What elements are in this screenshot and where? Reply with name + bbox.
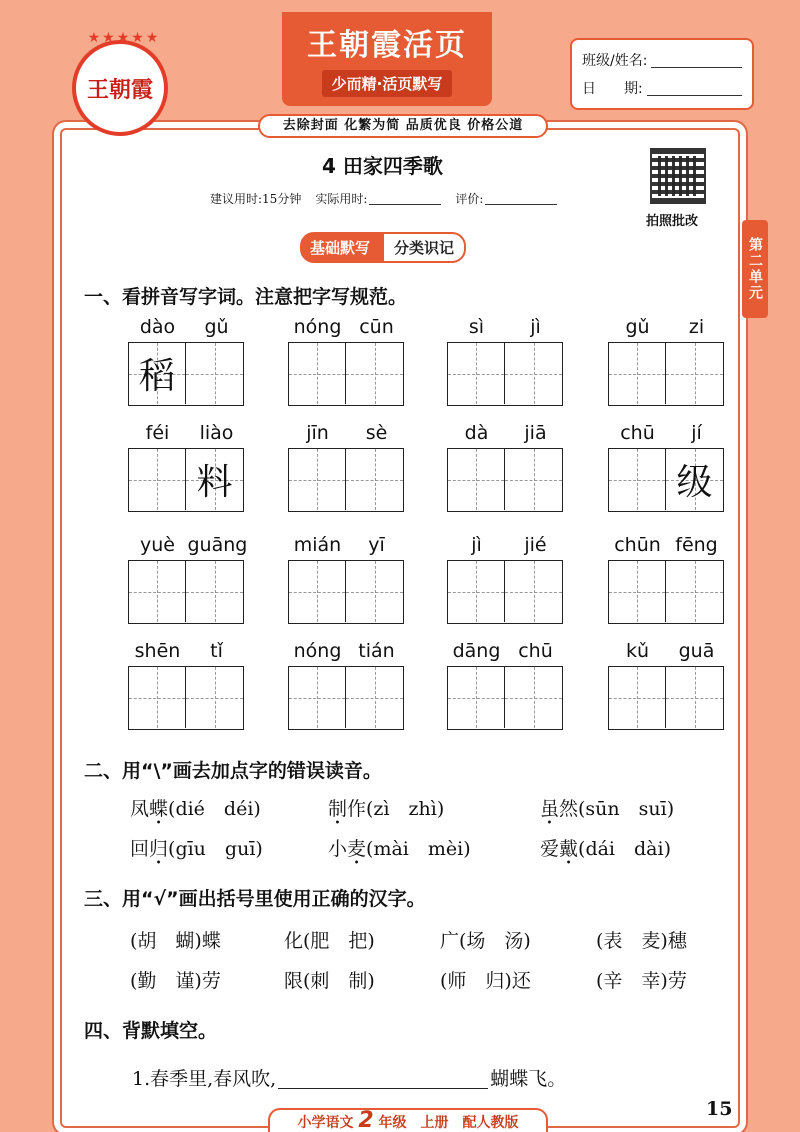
character-choice[interactable]: (辛 幸)劳 [596,970,687,992]
pinyin-word [288,640,406,730]
recite-blank-1[interactable] [278,1071,488,1089]
pinyin-syllable: sì [468,316,485,338]
section2-title: 二、用“\”画去加点字的错误读音。 [84,760,382,782]
tian-grid [288,666,404,730]
recite-line-1-pre: 1.春季里,春风吹, [132,1068,277,1090]
writing-cell[interactable] [448,449,505,510]
writing-cell[interactable] [346,561,403,622]
pinyin-word [288,534,406,624]
pinyin-row [288,534,406,560]
footer-edition: 年级 上册 配人教版 [378,1115,519,1131]
writing-cell[interactable] [609,449,666,510]
pinyin-syllable: jì [530,316,541,338]
writing-cell[interactable] [666,449,723,510]
reading-text[interactable]: (dié déi) [168,798,261,820]
tian-grid [128,666,244,730]
pinyin-word [447,422,565,512]
pinyin-syllable: chū [620,422,655,444]
writing-cell[interactable] [505,343,562,404]
pinyin-syllable: mián [293,534,342,556]
reading-item [540,794,674,821]
reading-item [130,834,263,861]
pinyin-syllable: tǐ [210,640,223,662]
writing-cell[interactable] [129,667,186,728]
writing-cell[interactable] [448,667,505,728]
pinyin-row [288,422,406,448]
pinyin-word [128,534,246,624]
pinyin-word [128,316,246,406]
pinyin-syllable: jiā [524,422,547,444]
writing-cell[interactable] [505,449,562,510]
dotted-char: 麦 [347,838,367,860]
name-field[interactable] [651,52,742,68]
pinyin-word [128,422,246,512]
writing-cell[interactable] [609,561,666,622]
reading-item [130,794,261,821]
reading-text[interactable]: 作(zì zhì) [347,798,445,820]
pinyin-syllable: sè [365,422,388,444]
pinyin-word [608,640,726,730]
pinyin-row [128,422,246,448]
dotted-char: 虽 [540,798,560,820]
title-banner [282,12,492,106]
character-choice[interactable]: 化(肥 把) [284,930,375,952]
writing-cell[interactable] [346,449,403,510]
reading-text[interactable]: 然(sūn suī) [559,798,675,820]
tag-classify: 分类识记 [382,232,466,263]
writing-cell[interactable] [186,561,243,622]
reading-item [540,834,671,861]
slogan-bar: 去除封面 化繁为简 品质优良 价格公道 [258,114,548,138]
writing-cell[interactable] [186,449,243,510]
pinyin-word [447,316,565,406]
recite-line-1-post: 蝴蝶飞。 [490,1068,567,1090]
name-label: 班级/姓名: [582,53,648,69]
pinyin-syllable: yī [368,534,385,556]
pinyin-word [447,534,565,624]
pinyin-syllable: fēng [675,534,718,556]
pinyin-row [128,316,246,342]
pinyin-syllable: jì [471,534,482,556]
pinyin-syllable: gǔ [204,316,229,338]
rating-label: 评价: [455,192,484,206]
tian-grid [128,448,244,512]
writing-cell[interactable] [289,343,346,404]
timing-row [210,190,571,207]
pinyin-syllable: chū [518,640,553,662]
writing-cell[interactable] [129,561,186,622]
pinyin-word [447,640,565,730]
writing-cell[interactable] [666,667,723,728]
character-choice[interactable]: (勤 谨)劳 [130,970,221,992]
pinyin-row [128,534,246,560]
lesson-title: 4 田家四季歌 [322,154,443,178]
tian-grid [608,342,724,406]
written-char: 稻 [138,356,175,397]
pinyin-syllable: zi [688,316,705,338]
brand-name: 王朝霞 [86,76,153,103]
tian-grid [608,448,724,512]
footer-grade: 2 [358,1108,374,1132]
tian-grid [447,342,563,406]
character-choice[interactable]: (胡 蝴)蝶 [130,930,221,952]
writing-cell[interactable] [448,343,505,404]
writing-cell[interactable] [448,561,505,622]
reading-text[interactable]: (gīu guī) [168,838,263,860]
tian-grid [608,560,724,624]
reading-text: 爱 [540,838,560,860]
tian-grid [128,560,244,624]
pinyin-syllable: kǔ [625,640,650,662]
character-choice[interactable]: (表 麦)穗 [596,930,687,952]
section-tags [300,232,466,263]
pinyin-syllable: dà [464,422,489,444]
reading-item [328,794,444,821]
qr-label: 拍照批改 [646,214,699,229]
reading-text: 凤 [130,798,150,820]
tian-grid [447,560,563,624]
writing-cell[interactable] [346,343,403,404]
qr-code-icon[interactable] [650,148,706,204]
written-char: 料 [196,462,233,503]
pinyin-row [608,316,726,342]
stars-icon: ★★★★★ [87,30,161,46]
dotted-char: 蝶 [149,798,169,820]
pinyin-syllable: nóng [293,316,342,338]
pinyin-word [128,640,246,730]
pinyin-syllable: guāng [187,534,248,556]
written-char: 级 [676,462,713,503]
writing-cell[interactable] [505,561,562,622]
pinyin-word [608,316,726,406]
pinyin-syllable: nóng [293,640,342,662]
pinyin-syllable: guā [678,640,715,662]
date-field[interactable] [647,80,742,96]
pinyin-syllable: shēn [134,640,181,662]
pinyin-row [608,640,726,666]
pinyin-syllable: cūn [359,316,394,338]
writing-cell[interactable] [129,343,186,404]
pinyin-row [608,422,726,448]
reading-item [328,834,471,861]
pinyin-row [447,422,565,448]
actual-time-field[interactable] [369,193,441,205]
writing-cell[interactable] [609,667,666,728]
pinyin-word [608,422,726,512]
writing-cell[interactable] [666,343,723,404]
banner-subtitle: 少而精·活页默写 [322,70,453,97]
pinyin-row [608,534,726,560]
pinyin-word [608,534,726,624]
tian-grid [288,448,404,512]
pinyin-syllable: jí [691,422,702,444]
pinyin-syllable: jīn [306,422,329,444]
tian-grid [447,666,563,730]
tag-basic: 基础默写 [300,232,382,263]
reading-text[interactable]: (dái dài) [578,838,671,860]
writing-cell[interactable] [186,343,243,404]
section1-title: 一、看拼音写字词。注意把字写规范。 [84,286,408,308]
pinyin-row [447,534,565,560]
reading-text: 回 [130,838,150,860]
pinyin-word [288,316,406,406]
dotted-char: 制 [328,798,348,820]
pinyin-syllable: chūn [614,534,661,556]
tian-grid [288,560,404,624]
writing-cell[interactable] [666,561,723,622]
actual-time-label: 实际用时: [315,192,368,206]
pinyin-row [128,640,246,666]
date-label: 日 期: [582,81,643,97]
pinyin-syllable: tián [358,640,395,662]
pinyin-syllable: dāng [452,640,501,662]
pinyin-syllable: liào [199,422,234,444]
section4-title: 四、背默填空。 [84,1020,218,1042]
reading-text[interactable]: (mài mèi) [366,838,471,860]
brand-logo [72,30,168,136]
pinyin-row [288,316,406,342]
pinyin-syllable: dào [139,316,176,338]
tian-grid [288,342,404,406]
writing-cell[interactable] [186,667,243,728]
page-number: 15 [706,1098,733,1120]
writing-cell[interactable] [289,449,346,510]
writing-cell[interactable] [346,667,403,728]
character-choice[interactable]: 限(刺 制) [284,970,375,992]
unit-side-tab: 第二单元 [742,220,768,318]
writing-cell[interactable] [289,561,346,622]
character-choice[interactable]: (师 归)还 [440,970,531,992]
suggest-time: 建议用时:15分钟 [210,192,302,206]
dotted-char: 戴 [559,838,579,860]
pinyin-syllable: gǔ [625,316,650,338]
writing-cell[interactable] [129,449,186,510]
footer-subject: 小学语文 [297,1115,354,1131]
footer-tab [268,1108,548,1132]
pinyin-row [447,640,565,666]
reading-text: 小 [328,838,348,860]
banner-title: 王朝霞活页 [307,28,467,63]
tian-grid [128,342,244,406]
student-info-box [570,38,754,110]
tian-grid [608,666,724,730]
tian-grid [447,448,563,512]
pinyin-row [447,316,565,342]
writing-cell[interactable] [289,667,346,728]
dotted-char: 归 [149,838,169,860]
pinyin-syllable: féi [145,422,170,444]
character-choice[interactable]: 广(场 汤) [440,930,531,952]
writing-cell[interactable] [505,667,562,728]
pinyin-syllable: yuè [140,534,175,556]
section3-title: 三、用“√”画出括号里使用正确的汉字。 [84,888,426,910]
pinyin-syllable: jié [524,534,547,556]
recite-line-1 [132,1064,566,1091]
writing-cell[interactable] [609,343,666,404]
pinyin-word [288,422,406,512]
pinyin-row [288,640,406,666]
rating-field[interactable] [485,193,557,205]
